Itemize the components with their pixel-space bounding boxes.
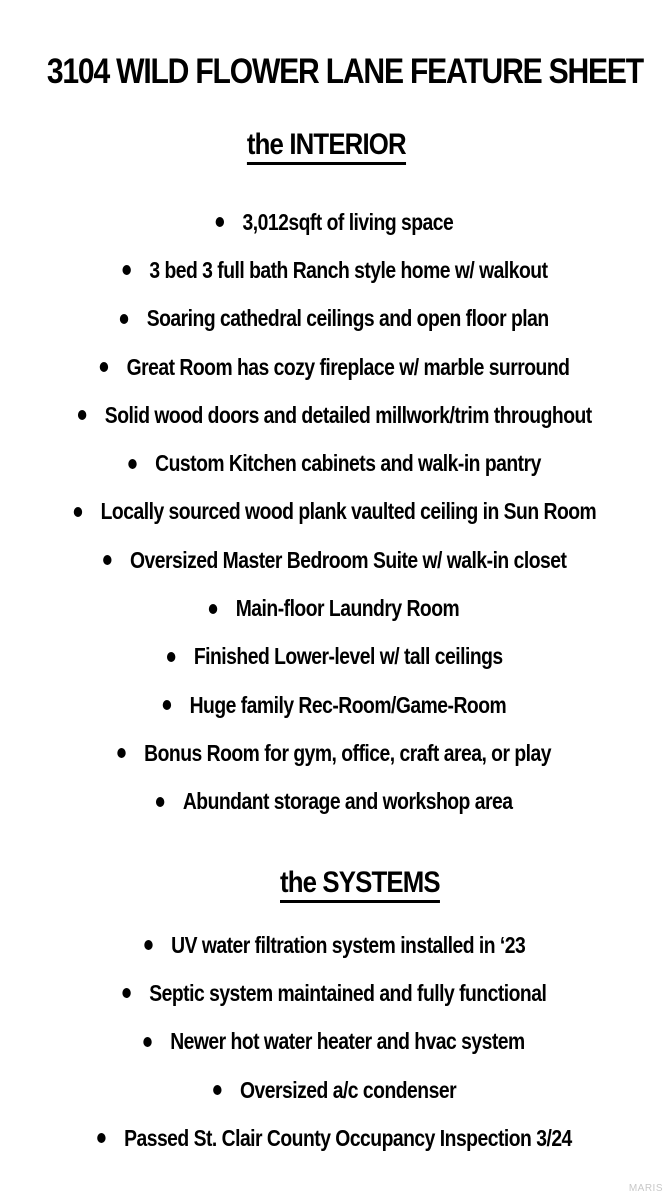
list-item-text: UV water filtration system installed in ‘23 [170, 931, 525, 958]
bullet-icon [144, 1037, 152, 1047]
bullet-icon [144, 940, 152, 950]
list-item [0, 921, 669, 969]
list-item-text: Passed St. Clair County Occupancy Inspection 3/24 [124, 1124, 572, 1151]
list-item [0, 198, 669, 246]
list-item-text: Oversized a/c condenser [239, 1076, 456, 1103]
list-item [0, 391, 669, 439]
list-item-text: Soaring cathedral ceilings and open floor plan [146, 305, 549, 332]
bullet-icon [163, 700, 171, 710]
list-item-text: Main-floor Laundry Room [236, 595, 460, 622]
list-item [0, 969, 669, 1017]
interior-feature-list [0, 198, 669, 826]
list-item [0, 295, 669, 343]
list-item-text: 3 bed 3 full bath Ranch style home w/ walkout [148, 256, 548, 283]
list-item-text: Newer hot water heater and hvac system [170, 1028, 526, 1055]
list-item [0, 778, 669, 826]
list-item-text: Finished Lower-level w/ tall ceilings [193, 643, 503, 670]
bullet-icon [156, 797, 164, 807]
bullet-icon [118, 748, 126, 758]
bullet-icon [216, 217, 224, 227]
list-item [0, 439, 669, 487]
list-item [0, 584, 669, 632]
list-item [0, 246, 669, 294]
bullet-icon [209, 604, 217, 614]
list-item [0, 1066, 669, 1114]
list-item-text: Great Room has cozy fireplace w/ marble surround [126, 353, 570, 380]
bullet-icon [103, 555, 111, 565]
list-item-text: Bonus Room for gym, office, craft area, or play [144, 739, 552, 766]
list-item-text: Septic system maintained and fully functional [149, 979, 547, 1006]
bullet-icon [97, 1133, 105, 1143]
list-item [0, 633, 669, 681]
list-item-text: Locally sourced wood plank vaulted ceiling in Sun Room [100, 498, 596, 525]
bullet-icon [167, 652, 175, 662]
interior-heading [0, 128, 661, 165]
list-item [0, 729, 669, 777]
list-item [0, 488, 669, 536]
bullet-icon [73, 507, 81, 517]
watermark: MARIS [628, 1183, 663, 1194]
list-item-text: Oversized Master Bedroom Suite w/ walk-in closet [129, 546, 567, 573]
bullet-icon [120, 314, 128, 324]
list-item-text: 3,012sqft of living space [242, 208, 454, 235]
list-item-text: Custom Kitchen cabinets and walk-in pantry [155, 450, 541, 477]
list-item [0, 536, 669, 584]
list-item-text: Huge family Rec-Room/Game-Room [189, 691, 507, 718]
list-item-text: Solid wood doors and detailed millwork/trim throughout [104, 401, 592, 428]
bullet-icon [78, 410, 86, 420]
list-item [0, 343, 669, 391]
list-item [0, 1018, 669, 1066]
interior-heading-text: the INTERIOR [247, 129, 406, 165]
bullet-icon [213, 1085, 221, 1095]
list-item-text: Abundant storage and workshop area [183, 788, 513, 815]
bullet-icon [100, 362, 108, 372]
bullet-icon [122, 265, 130, 275]
systems-feature-list [0, 921, 669, 1162]
bullet-icon [128, 459, 136, 469]
systems-heading-text: the SYSTEMS [280, 867, 440, 903]
systems-heading [25, 866, 669, 903]
bullet-icon [123, 988, 131, 998]
page-title: 3104 WILD FLOWER LANE FEATURE SHEET [46, 52, 643, 91]
list-item [0, 1114, 669, 1162]
list-item [0, 681, 669, 729]
